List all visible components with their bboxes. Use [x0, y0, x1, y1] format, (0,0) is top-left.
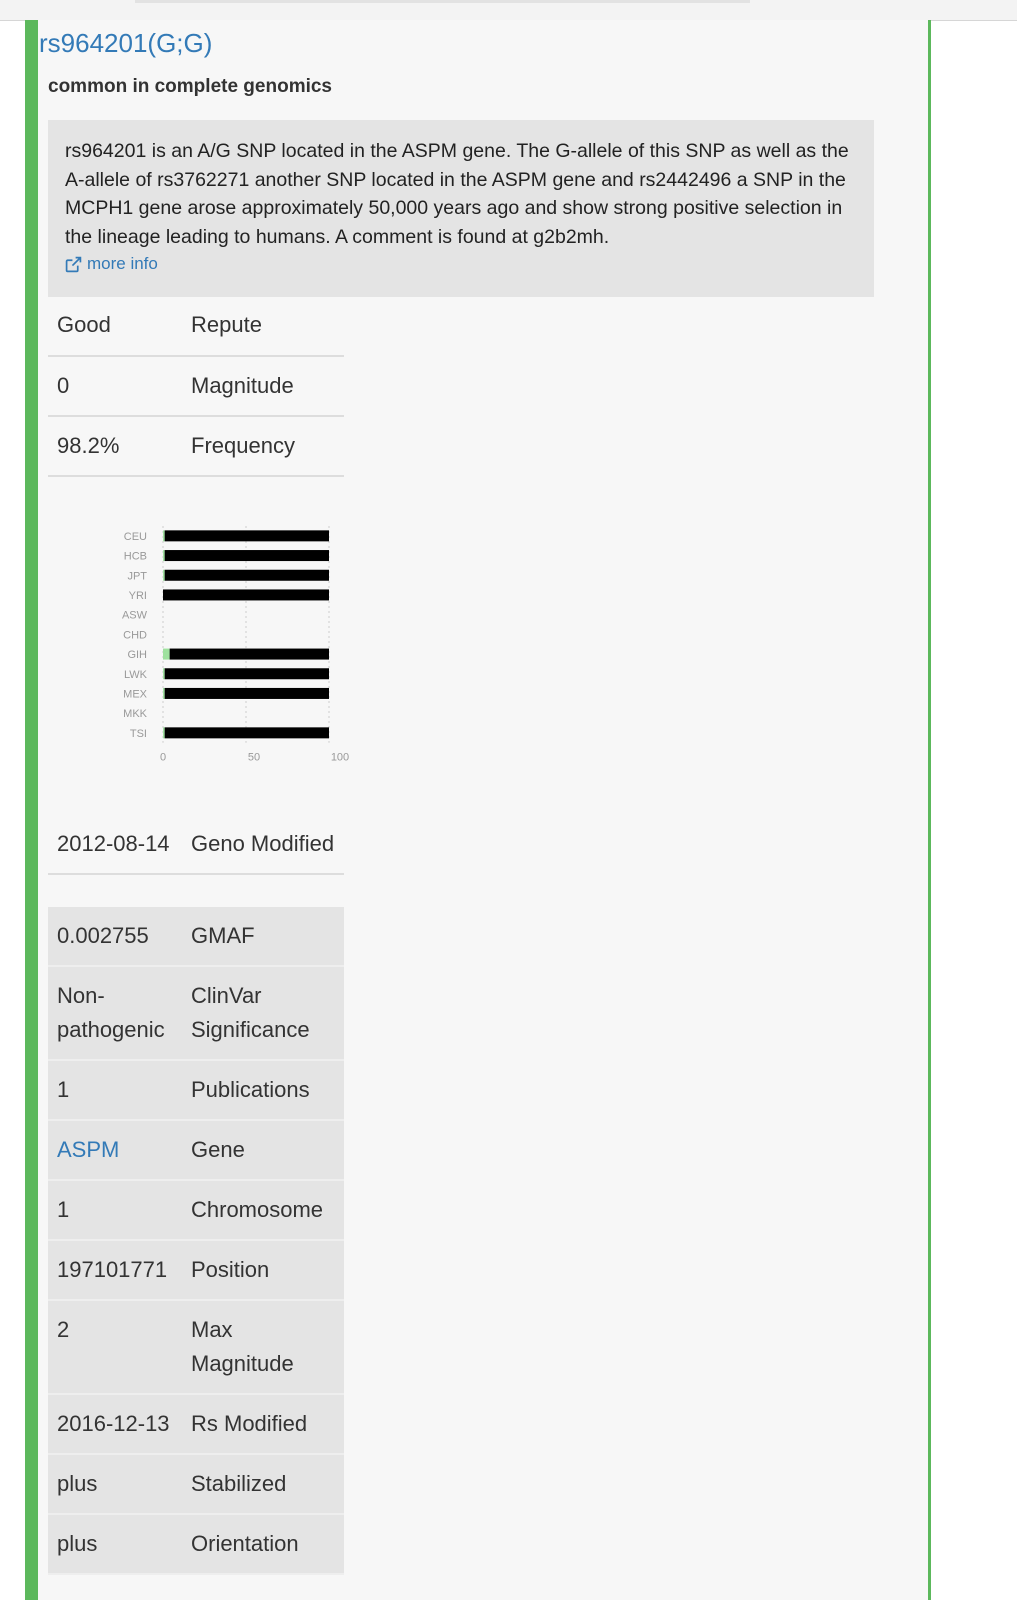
property-value: 197101771 [48, 1240, 183, 1300]
property-row [48, 1514, 344, 1574]
chart-category-label: LWK [123, 668, 147, 681]
genotype-title-link[interactable]: rs964201(G;G) [39, 28, 213, 58]
property-value: plus [48, 1454, 183, 1514]
chart-bar-minor [163, 530, 165, 541]
property-value: 0.002755 [48, 907, 183, 966]
scroll-indicator [135, 0, 750, 3]
more-info-label: more info [87, 254, 158, 273]
chart-bar [165, 668, 329, 679]
chart-bar [163, 589, 329, 600]
property-row [48, 416, 344, 476]
chart-bar-minor [163, 668, 165, 679]
chart-category-label: MEX [123, 688, 147, 701]
property-label: Magnitude [183, 356, 344, 416]
chart-category-label: CHD [123, 629, 147, 642]
chart-category-label: HCB [123, 550, 147, 563]
property-label: Geno Modified [183, 815, 344, 874]
property-label: Frequency [183, 416, 344, 476]
property-value: 2016-12-13 [48, 1394, 183, 1454]
property-label: Rs Modified [183, 1394, 344, 1454]
property-row [48, 296, 344, 356]
property-row [48, 815, 344, 874]
property-label: Publications [183, 1060, 344, 1120]
property-value: 1 [48, 1060, 183, 1120]
chart-category-label: JPT [127, 570, 147, 583]
property-row [48, 1240, 344, 1300]
property-label: Position [183, 1240, 344, 1300]
snp-properties-table [48, 907, 344, 1575]
property-value: Non-pathogenic [48, 966, 183, 1060]
property-row [48, 1180, 344, 1240]
geno-modified-table [48, 815, 344, 875]
property-value: plus [48, 1514, 183, 1574]
chart-x-tick-label: 100 [330, 751, 350, 764]
chart-bar-minor [163, 570, 165, 581]
more-info-link[interactable] [65, 251, 158, 277]
property-value: 2012-08-14 [48, 815, 183, 874]
gene-link[interactable]: ASPM [57, 1137, 120, 1162]
chart-x-tick-label: 0 [159, 751, 167, 764]
population-frequency-chart [95, 522, 355, 782]
chart-bar [165, 570, 329, 581]
property-row [48, 966, 344, 1060]
property-value: Good [48, 296, 183, 356]
property-label: Orientation [183, 1514, 344, 1574]
chart-bar [170, 649, 329, 660]
property-row [48, 907, 344, 966]
property-row [48, 1060, 344, 1120]
property-label: ClinVar Significance [183, 966, 344, 1060]
property-label: Gene [183, 1120, 344, 1180]
property-label: GMAF [183, 907, 344, 966]
chart-bar-minor [163, 649, 170, 660]
property-label: Repute [183, 296, 344, 356]
summary-box [48, 120, 874, 297]
property-value: 0 [48, 356, 183, 416]
chart-x-tick-label: 50 [247, 751, 261, 764]
property-row [48, 1120, 344, 1180]
property-value: 98.2% [48, 416, 183, 476]
genotype-properties-table [48, 296, 344, 477]
chart-bar-minor [163, 727, 165, 738]
genotype-subtitle: common in complete genomics [48, 76, 332, 97]
browser-top-strip [0, 0, 1017, 21]
property-label: Chromosome [183, 1180, 344, 1240]
property-value: 2 [48, 1300, 183, 1394]
chart-category-label: CEU [123, 530, 147, 543]
property-row [48, 1300, 344, 1394]
chart-category-label: GIH [127, 649, 147, 662]
property-value: 1 [48, 1180, 183, 1240]
chart-category-label: TSI [129, 727, 147, 740]
chart-category-label: YRI [128, 589, 147, 602]
property-label: Max Magnitude [183, 1300, 344, 1394]
external-link-icon [65, 256, 82, 273]
property-row [48, 1454, 344, 1514]
chart-bar [165, 530, 329, 541]
chart-bar [165, 688, 329, 699]
chart-bar [165, 727, 329, 738]
chart-bar-minor [163, 550, 165, 561]
chart-bar [165, 550, 329, 561]
property-row [48, 356, 344, 416]
chart-category-label: ASW [121, 609, 147, 622]
property-value [48, 1120, 183, 1180]
chart-category-label: MKK [123, 708, 147, 721]
chart-bar-minor [163, 688, 165, 699]
property-label: Stabilized [183, 1454, 344, 1514]
property-row [48, 1394, 344, 1454]
summary-text: rs964201 is an A/G SNP located in the ASPM gene. The G-allele of this SNP as well as the A-allele of rs3762271 another SNP located in the ASPM gene and rs2442496 a SNP in the MCPH1 gene arose approximately 50,000 years ago and show strong positive selection in the lineage leading to humans. A comment is found at g2b2mh. [65, 140, 849, 248]
